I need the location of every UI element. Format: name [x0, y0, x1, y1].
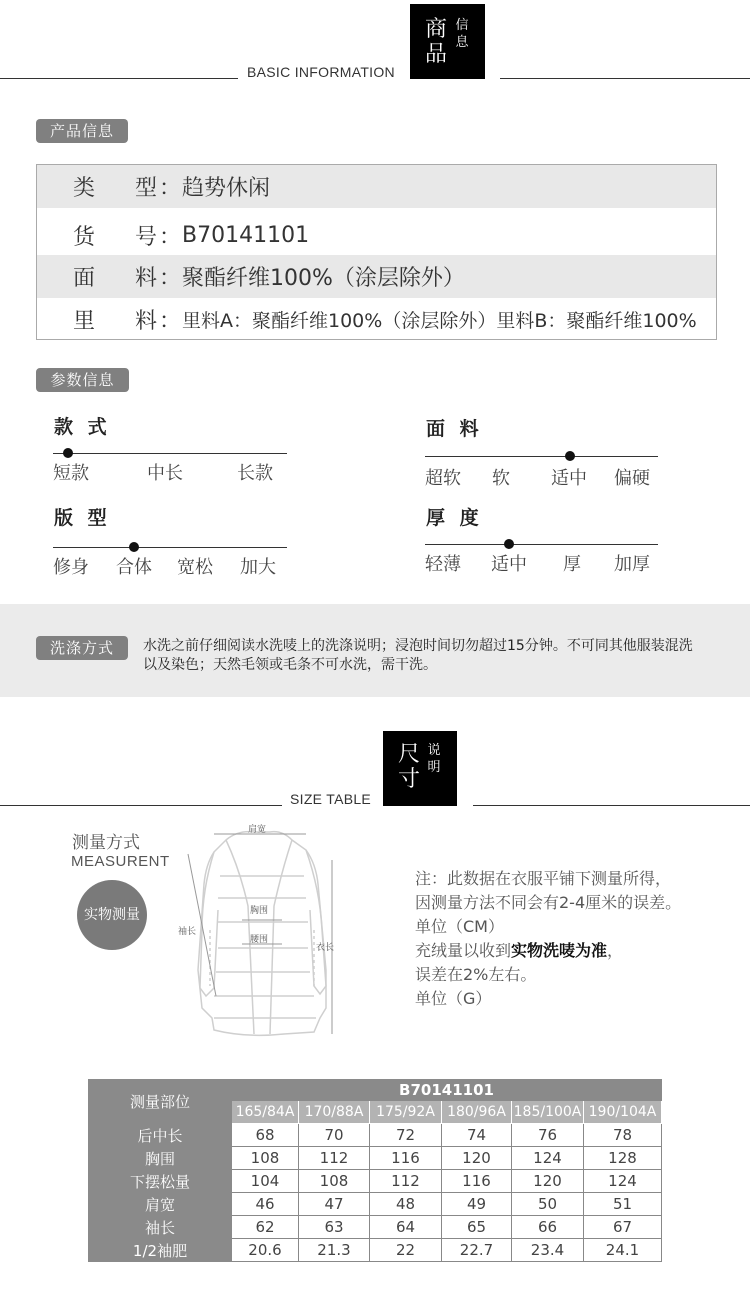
info-colon: ：	[159, 176, 182, 201]
param-fit-option: 宽松	[177, 557, 213, 578]
size-column-header: 165/84A	[232, 1101, 299, 1124]
coat-label-waist: 腰围	[250, 935, 269, 945]
table-cell: 112	[299, 1147, 370, 1170]
table-cell: 46	[232, 1193, 299, 1216]
badge-char: 寸	[397, 767, 420, 792]
table-cell: 74	[442, 1124, 512, 1147]
size-note-down	[415, 938, 623, 961]
row-label: 袖长	[89, 1216, 232, 1239]
param-fabric-scale	[425, 456, 658, 457]
param-fit-title: 版 型	[54, 507, 111, 529]
table-row	[89, 1193, 662, 1216]
table-cell: 72	[370, 1124, 442, 1147]
info-value: 趋势休闲	[182, 176, 271, 201]
coat-illustration	[174, 820, 354, 1045]
table-cell: 49	[442, 1193, 512, 1216]
param-fit-marker	[129, 542, 139, 552]
size-table-heading: SIZE TABLE	[290, 791, 372, 807]
param-style-option: 短款	[53, 463, 89, 484]
param-thickness-option: 加厚	[614, 554, 650, 575]
table-row	[89, 1239, 662, 1262]
measure-subtitle: MEASURENT	[71, 853, 170, 870]
table-row	[89, 1124, 662, 1147]
info-key: 号	[135, 225, 158, 250]
table-row	[89, 1170, 662, 1193]
param-style-option: 中长	[147, 463, 183, 484]
product-info-tag: 产品信息	[36, 119, 128, 143]
info-key: 型	[135, 176, 158, 201]
table-cell: 48	[370, 1193, 442, 1216]
param-thickness-marker	[504, 539, 514, 549]
table-cell: 120	[512, 1170, 584, 1193]
param-thickness-option: 适中	[491, 554, 527, 575]
table-cell: 108	[232, 1147, 299, 1170]
param-fit-scale	[53, 547, 287, 548]
size-divider-right	[473, 805, 750, 806]
wash-instructions: 水洗之前仔细阅读水洗唛上的洗涤说明；浸泡时间切勿超过15分钟。不可同其他服装混洗以及染色；天然毛领或毛条不可水洗，需干洗。	[143, 638, 693, 673]
info-row-fabric	[37, 255, 716, 298]
badge-char-small: 说	[427, 743, 441, 758]
table-cell: 23.4	[512, 1239, 584, 1262]
table-cell: 64	[370, 1216, 442, 1239]
info-value: 聚酯纤维100%（涂层除外）	[182, 266, 465, 291]
size-column-header: 175/92A	[370, 1101, 442, 1124]
table-cell: 67	[584, 1216, 662, 1239]
table-cell: 24.1	[584, 1239, 662, 1262]
table-cell: 21.3	[299, 1239, 370, 1262]
badge-char-small: 信	[455, 18, 469, 33]
wash-tag: 洗涤方式	[36, 636, 128, 660]
table-cell: 22.7	[442, 1239, 512, 1262]
param-fit-option: 加大	[240, 557, 276, 578]
table-cell: 65	[442, 1216, 512, 1239]
param-thickness-option: 轻薄	[425, 554, 461, 575]
size-column-header: 190/104A	[584, 1101, 662, 1124]
header-divider-right	[500, 78, 750, 79]
table-cell: 112	[370, 1170, 442, 1193]
row-label: 下摆松量	[89, 1170, 232, 1193]
info-key: 里	[73, 309, 96, 334]
table-cell: 104	[232, 1170, 299, 1193]
param-fabric-title: 面 料	[426, 418, 483, 440]
size-badge	[383, 731, 457, 806]
param-fabric-option: 适中	[551, 468, 587, 489]
info-colon: ：	[159, 309, 182, 334]
table-cell: 20.6	[232, 1239, 299, 1262]
size-note-line: 单位（CM）	[415, 917, 504, 936]
info-key: 类	[73, 176, 96, 201]
info-value: B70141101	[182, 223, 310, 248]
basic-info-heading: BASIC INFORMATION	[247, 64, 395, 80]
param-fabric-option: 软	[492, 468, 510, 489]
row-label: 胸围	[89, 1147, 232, 1170]
table-cell: 66	[512, 1216, 584, 1239]
param-fit-option: 修身	[53, 557, 89, 578]
table-cell: 124	[512, 1147, 584, 1170]
info-colon: ：	[159, 266, 182, 291]
coat-label-length: 衣长	[316, 943, 335, 953]
size-note-text: ，	[607, 941, 624, 960]
table-cell: 50	[512, 1193, 584, 1216]
size-column-header: 170/88A	[299, 1101, 370, 1124]
param-style-title: 款 式	[54, 416, 111, 438]
badge-char: 尺	[397, 742, 420, 767]
info-value: 里料A：聚酯纤维100%（涂层除外）里料B：聚酯纤维100%	[182, 310, 697, 332]
size-note-line: 因测量方法不同会有2-4厘米的误差。	[415, 893, 682, 912]
param-style-marker	[63, 448, 73, 458]
table-cell: 47	[299, 1193, 370, 1216]
size-note-line: 注：此数据在衣服平铺下测量所得，	[415, 869, 672, 888]
table-cell: 51	[584, 1193, 662, 1216]
badge-char: 商	[424, 17, 447, 42]
table-cell: 120	[442, 1147, 512, 1170]
size-column-header: 185/100A	[512, 1101, 584, 1124]
size-note-text: 充绒量以收到	[415, 941, 512, 960]
param-info-tag: 参数信息	[36, 368, 129, 392]
param-thickness-scale	[425, 544, 658, 545]
size-table-lead-header: 测量部位	[89, 1080, 232, 1124]
size-table-code: B70141101	[232, 1080, 662, 1101]
table-cell: 78	[584, 1124, 662, 1147]
info-row-type	[37, 165, 716, 208]
info-key: 面	[73, 266, 96, 291]
table-cell: 22	[370, 1239, 442, 1262]
size-column-header: 180/96A	[442, 1101, 512, 1124]
param-thickness-title: 厚 度	[426, 507, 483, 529]
coat-label-shoulder: 肩宽	[248, 825, 267, 835]
size-note-line: 误差在2%左右。	[415, 965, 537, 984]
coat-label-sleeve: 袖长	[178, 927, 197, 937]
info-key: 料	[135, 309, 158, 334]
table-cell: 116	[370, 1147, 442, 1170]
coat-label-chest: 胸围	[250, 906, 269, 916]
row-label: 后中长	[89, 1124, 232, 1147]
row-label: 1/2袖肥	[89, 1239, 232, 1262]
basic-info-badge	[410, 4, 485, 79]
table-cell: 68	[232, 1124, 299, 1147]
badge-char-small: 明	[427, 760, 441, 775]
header-divider-left	[0, 78, 238, 79]
size-divider-left	[0, 805, 282, 806]
table-cell: 108	[299, 1170, 370, 1193]
param-fabric-marker	[565, 451, 575, 461]
info-key: 料	[135, 266, 158, 291]
table-cell: 128	[584, 1147, 662, 1170]
info-key: 货	[73, 225, 96, 250]
size-table-code-row	[89, 1080, 662, 1101]
size-note-line: 单位（G）	[415, 989, 492, 1008]
row-label: 肩宽	[89, 1193, 232, 1216]
param-style-scale	[53, 453, 287, 454]
table-cell: 124	[584, 1170, 662, 1193]
table-row	[89, 1147, 662, 1170]
info-row-lining	[37, 298, 716, 341]
param-fabric-option: 偏硬	[614, 468, 650, 489]
table-cell: 63	[299, 1216, 370, 1239]
info-colon: ：	[159, 225, 182, 250]
param-fit-option: 合体	[116, 557, 152, 578]
param-thickness-option: 厚	[563, 554, 581, 575]
product-info-table	[36, 164, 717, 340]
size-table	[88, 1079, 662, 1262]
table-row	[89, 1216, 662, 1239]
badge-char: 品	[424, 42, 447, 67]
table-cell: 116	[442, 1170, 512, 1193]
size-note-emphasis: 实物洗唛为准	[511, 941, 608, 960]
measure-title: 测量方式	[72, 833, 140, 853]
table-cell: 70	[299, 1124, 370, 1147]
info-row-sku	[37, 214, 716, 257]
table-cell: 76	[512, 1124, 584, 1147]
param-fabric-option: 超软	[425, 468, 461, 489]
table-cell: 62	[232, 1216, 299, 1239]
badge-char-small: 息	[455, 35, 469, 50]
param-style-option: 长款	[237, 463, 273, 484]
measure-badge: 实物测量	[77, 880, 147, 950]
